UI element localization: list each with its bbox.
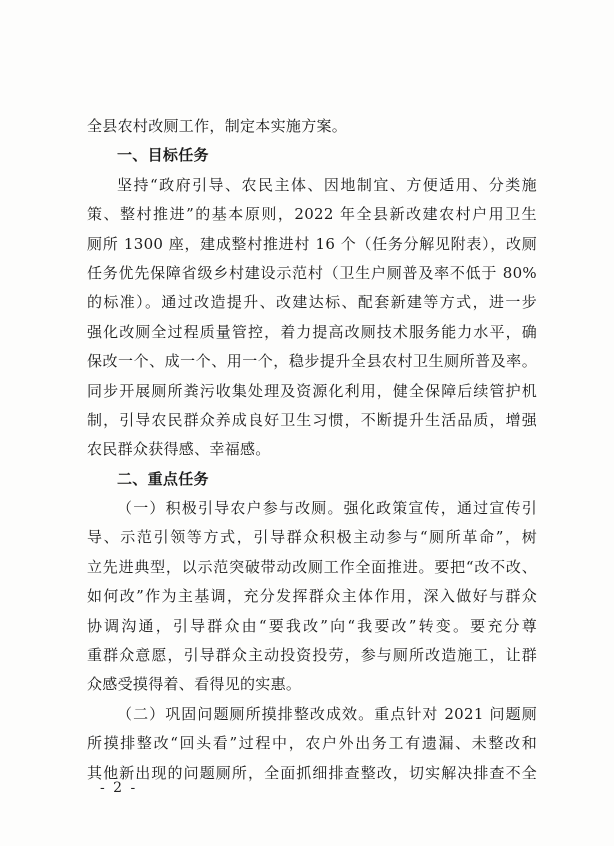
text-line: 任务优先保障省级乡村建设示范村（卫生户厕普及率不低于 80% [87,263,537,282]
text-line: 如何改”作为主基调，充分发挥群众主体作用，深入做好与群众 [87,587,537,606]
text-line: 众感受摸得着、看得见的实惠。 [87,675,302,694]
page-number: - 2 - [100,780,138,796]
paragraph [87,171,537,465]
text-line: 所摸排整改“回头看”过程中，农户外出务工有遗漏、未整改和 [87,734,537,753]
text-line: 重群众意愿，引导群众主动投资投劳，参与厕所改造施工，让群 [87,646,537,665]
section-heading [87,141,537,170]
text-line: 同步开展厕所粪污收集处理及资源化利用，健全保障后续管护机 [87,381,537,400]
section-heading [87,465,537,494]
text-line: 坚持“政府引导、农民主体、因地制宜、方便适用、分类施 [117,175,537,194]
text-line: 农民群众获得感、幸福感。 [87,440,271,459]
text-line: 的标准）。通过改造提升、改建达标、配套新建等方式，进一步 [87,293,537,312]
document-body [87,112,537,788]
text-line: 协调沟通，引导群众由“要我改”向“我要改”转变。要充分尊 [87,616,537,635]
paragraph [87,112,537,141]
text-line: 导、示范引领等方式，引导群众积极主动参与“厕所革命”，树 [87,528,537,547]
text-line: 厕所 1300 座，建成整村推进村 16 个（任务分解见附表），改厕 [87,234,537,253]
text-line: （一）积极引导农户参与改厕。强化政策宣传，通过宣传引 [117,499,537,518]
text-line: （二）巩固问题厕所摸排整改成效。重点针对 2021 问题厕 [117,704,537,723]
text-line: 策、整村推进”的基本原则，2022 年全县新改建农村户用卫生 [87,205,537,224]
paragraph [87,494,537,700]
text-line: 全县农村改厕工作，制定本实施方案。 [87,117,348,135]
heading-text: 二、重点任务 [117,469,209,488]
text-line: 强化改厕全过程质量管控，着力提高改厕技术服务能力水平，确 [87,322,537,341]
heading-text: 一、目标任务 [117,146,209,165]
paragraph [87,700,537,788]
text-line: 制，引导农民群众养成良好卫生习惯，不断提升生活品质，增强 [87,410,537,429]
text-line: 立先进典型，以示范突破带动改厕工作全面推进。要把“改不改、 [87,557,537,576]
text-line: 保改一个、成一个、用一个，稳步提升全县农村卫生厕所普及率。 [87,352,537,371]
text-line: 其他新出现的问题厕所，全面抓细排查整改，切实解决排查不全 [87,763,537,782]
